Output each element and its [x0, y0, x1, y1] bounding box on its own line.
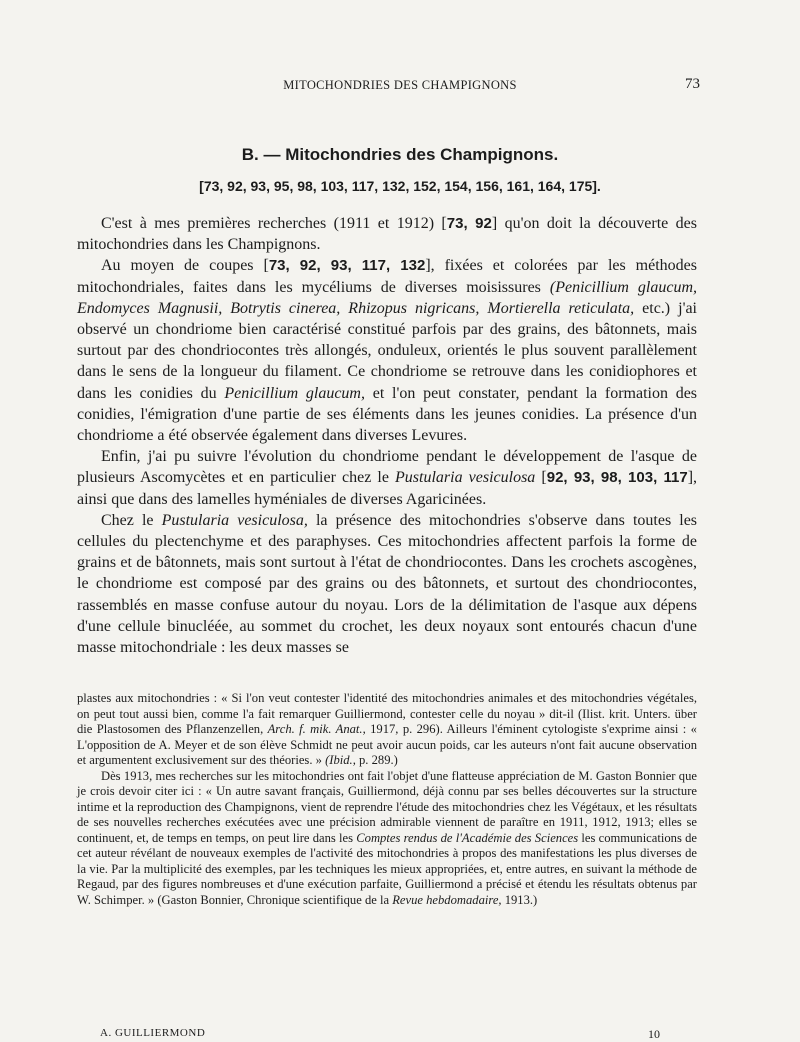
text-run: [: [535, 469, 547, 487]
species-names: (Penicillium glaucum, Endomyces Magnusii, Botrytis cinerea, Rhizopus nigricans, Mortierella reticulata,: [77, 278, 698, 317]
reference-numbers: 73, 92: [446, 215, 492, 232]
footnote: [77, 691, 697, 908]
citation-title: Arch. f. mik. Anat.,: [267, 722, 366, 736]
reference-numbers: 92, 93, 98, 103, 117: [546, 469, 688, 487]
text-run: p. 289.): [355, 753, 398, 767]
running-title: MITOCHONDRIES DES CHAMPIGNONS: [283, 78, 517, 92]
text-run: Dès 1913, mes recherches sur les mitochondries ont fait l'objet d'une flatteuse appréciation de M. Gaston Bonnier que je crois devoir citer ici : « Un autre savant français, Guilliermond, déjà connu par ses belles découvertes sur la structure intime et la reproduction des Champignons, vient de reprendre l'étude des mitochondries chez les Végétaux, et les résultats de ses nouvelles recherches exécutées avec une précision admirable viennent de paraître en 1911, 1912, 1913; elles se continuent, et, de temps en temps, on peut lire dans les: [77, 768, 697, 845]
text-run: Enfin, j'ai pu suivre l'évolution du chondriome pendant le développement de l'asque de plusieurs Ascomycètes et en particulier chez le: [77, 448, 697, 487]
text-run: C'est à mes premières recherches (1911 et 1912) [: [101, 215, 447, 232]
species-name: Penicillium glaucum,: [224, 384, 365, 402]
text-run: ], ainsi que dans des lamelles hyméniales de diverses Agaricinées.: [77, 469, 698, 508]
text-run: 1913.): [501, 892, 538, 907]
text-run: la présence des mitochondries s'observe dans toutes les cellules du plectenchyme et des paraphyses. Ces mitochondries affectent parfois la forme de grains et de bâtonnets, mais sont surtout à l'état de chondriocontes. Dans les crochets ascogènes, le chondriome est composé par des grains ou des bâtonnets, et surtout des chondriocontes, rassemblés en masse confuse autour du noyau. Lors de la délimitation de l'asque aux dépens d'une cellule binucléée, au sommet du crochet, les deux noyaux sont entourés chacun d'une masse mitochondriale : les deux masses se: [77, 511, 698, 657]
page-header: [100, 76, 700, 96]
page-footer: [100, 1027, 660, 1041]
text-run: ], fixées et colorées par les méthodes mitochondriales, faites dans les mycéliums de diverses moisissures: [77, 257, 698, 296]
text-run: ] qu'on doit la découverte des mitochondries dans les Champignons.: [77, 215, 698, 254]
species-name: Pustularia vesiculosa,: [161, 511, 308, 529]
paragraph-3: [77, 446, 697, 510]
paragraph-1: [77, 213, 697, 255]
reference-numbers: [73, 92, 93, 95, 98, 103, 117, 132, 152, 154, 156, 161, 164, 175].: [199, 178, 601, 194]
citation-title: Comptes rendus de l'Académie des Sciences: [356, 830, 579, 845]
body-text: [77, 213, 697, 658]
page-number: 73: [685, 76, 700, 92]
paragraph-4: [77, 510, 697, 658]
section-heading: B. — Mitochondries des Champignons.: [241, 145, 559, 164]
text-run: et l'on peut constater, pendant la formation des conidies, l'émigration d'une partie de ses éléments dans les jeunes conidies. La présence d'un chondriome a été observée également dans diverses Levures.: [77, 384, 698, 445]
text-run: Au moyen de coupes [: [101, 257, 269, 275]
text-run: les communications de cet auteur révélant de nouveaux exemples de l'activité des mitochondries à propos des manifestations les plus diverses de la vie. Par la multiplicité des exemples, par les techniques les mieux appropriées, et, entre autres, en suivant la méthode de Regaud, par des figures nombreuses et d'une exécution parfaite, Guilliermond a précisé et étendu les résultats obtenus par W. Schimper. » (Gaston Bonnier, Chronique scientifique de la: [77, 830, 697, 907]
footnote-paragraph-1: [77, 691, 697, 769]
citation-title: Revue hebdomadaire,: [392, 892, 502, 907]
reference-numbers: 73, 92, 93, 117, 132: [268, 257, 426, 275]
footnote-paragraph-2: [77, 769, 697, 909]
citation-ibid: (Ibid.,: [325, 753, 356, 767]
species-name: Pustularia vesiculosa: [395, 469, 536, 487]
signature-mark: 10: [648, 1027, 660, 1041]
text-run: Chez le: [101, 511, 162, 529]
text-run: plastes aux mitochondries : « Si l'on veut contester l'identité des mitochondries animales et des mitochondries végétales, on peut tout aussi bien, comme l'a fait remarquer Guilliermond, contester celle du noyau » dit-il (Ilist. krit. Unters. über die Plastosomen des Pflanzenzellen,: [77, 691, 697, 736]
paragraph-2: [77, 255, 697, 446]
text-run: 1917, p. 296). Ailleurs l'éminent cytologiste s'exprime ainsi : « L'opposition de A. Meyer et de son élève Schmidt ne peut avoir aucun poids, car les auteurs n'ont fait aucune observation et argumentent exclusivement sur des théories. »: [77, 722, 697, 767]
footer-author: A. GUILLIERMOND: [100, 1027, 206, 1039]
text-run: etc.) j'ai observé un chondriome bien caractérisé constitué parfois par des grains, des bâtonnets, mais surtout par des chondriocontes très allongés, onduleux, orientés le plus souvent parallèlement dans le sens de la longueur du filament. Ce chondriome se retrouve dans les conidiophores et dans les conidies du: [77, 299, 697, 402]
section-reference-list: [0, 178, 800, 196]
